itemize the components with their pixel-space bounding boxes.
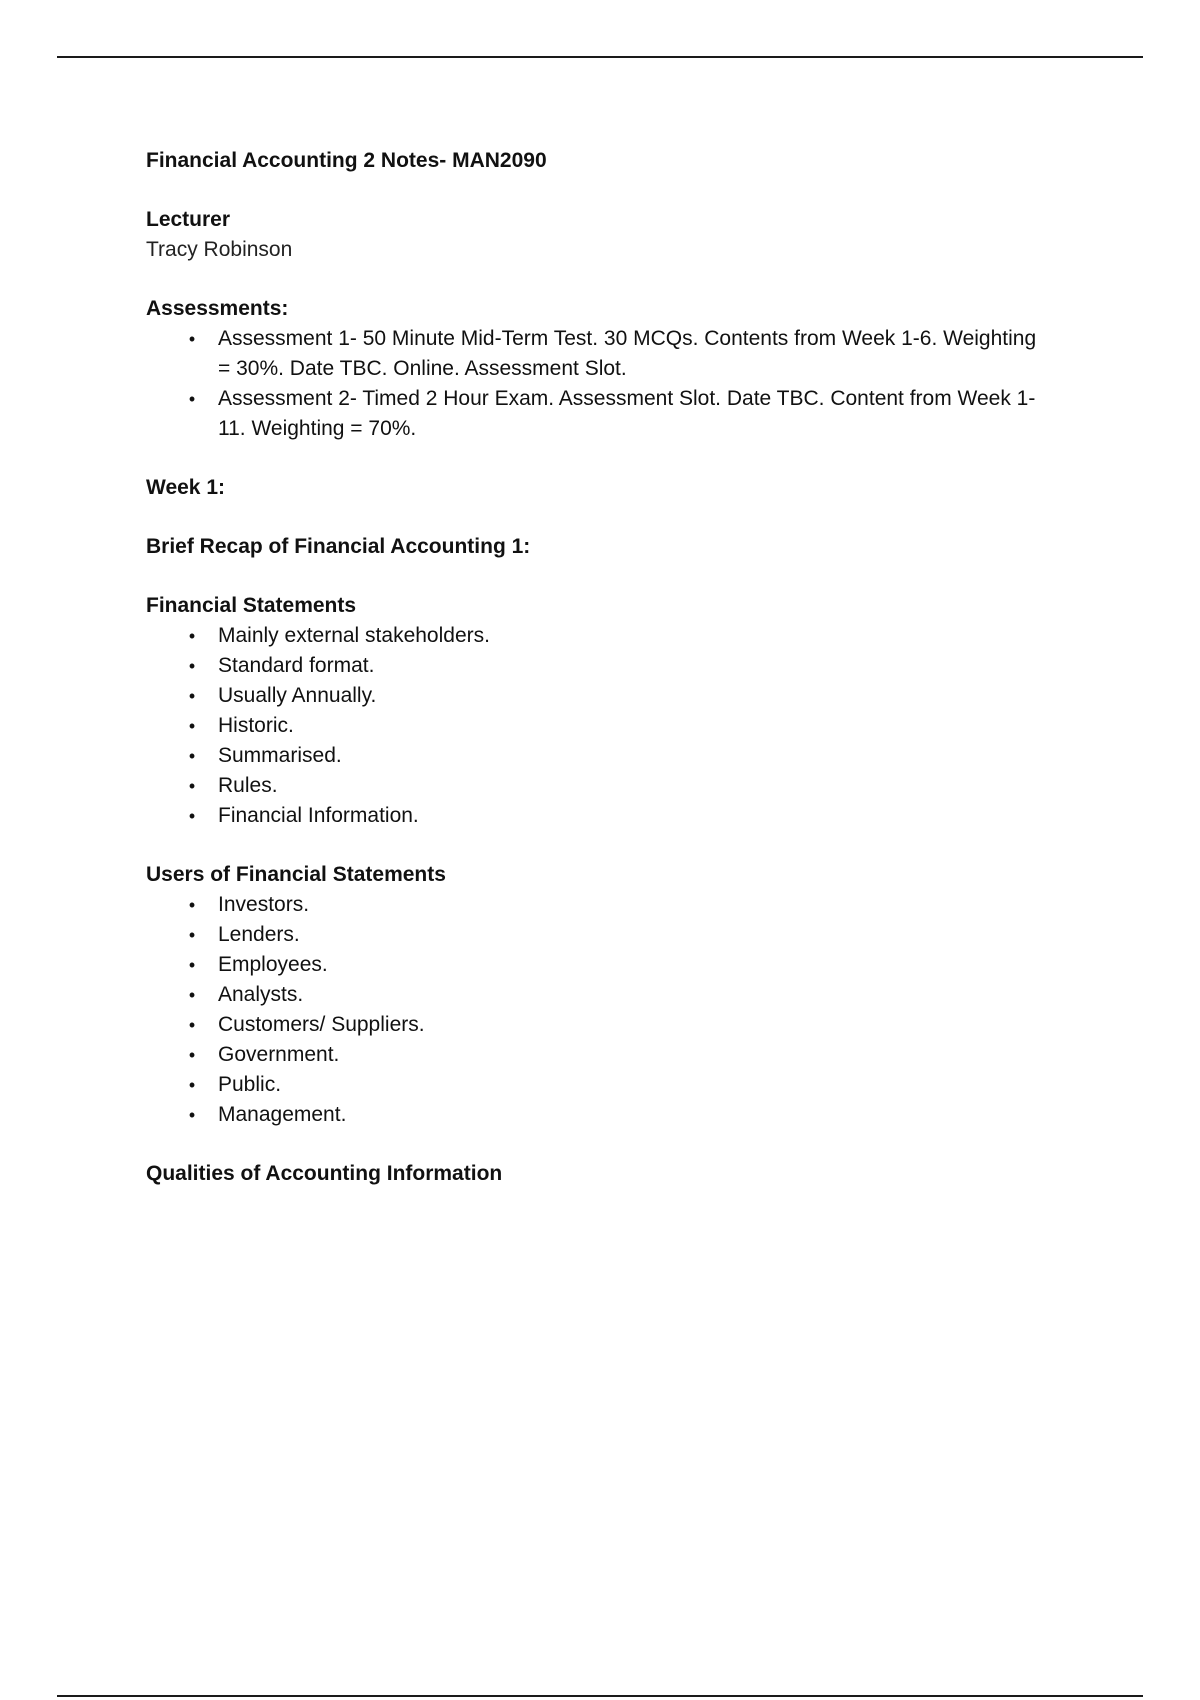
list-item: • Usually Annually. <box>146 681 1046 711</box>
bullet-icon: • <box>188 1105 196 1125</box>
bullet-icon: • <box>188 1015 196 1035</box>
bullet-icon: • <box>188 716 196 736</box>
bullet-icon: • <box>188 389 196 409</box>
bullet-icon: • <box>188 985 196 1005</box>
list-item: • Analysts. <box>146 980 1046 1010</box>
users-list <box>146 890 1046 1130</box>
document-body <box>146 146 1046 1189</box>
page-bottom-rule <box>57 1695 1143 1697</box>
financial-statements-list <box>146 621 1046 831</box>
list-item: • Management. <box>146 1100 1046 1130</box>
list-item: • Mainly external stakeholders. <box>146 621 1046 651</box>
list-item: • Rules. <box>146 771 1046 801</box>
list-item: • Standard format. <box>146 651 1046 681</box>
week-heading: Week 1: <box>146 476 225 499</box>
lecturer-heading: Lecturer <box>146 208 231 231</box>
list-item: • Lenders. <box>146 920 1046 950</box>
list-item: • Historic. <box>146 711 1046 741</box>
users-heading: Users of Financial Statements <box>146 863 446 886</box>
bullet-icon: • <box>188 1075 196 1095</box>
bullet-icon: • <box>188 626 196 646</box>
list-item: • Investors. <box>146 890 1046 920</box>
financial-statements-heading: Financial Statements <box>146 594 357 617</box>
list-item: • Employees. <box>146 950 1046 980</box>
list-item: • Financial Information. <box>146 801 1046 831</box>
bullet-icon: • <box>188 895 196 915</box>
bullet-icon: • <box>188 1045 196 1065</box>
page-top-rule <box>57 56 1143 58</box>
bullet-icon: • <box>188 686 196 706</box>
list-item: • Customers/ Suppliers. <box>146 1010 1046 1040</box>
bullet-icon: • <box>188 746 196 766</box>
list-item: • Government. <box>146 1040 1046 1070</box>
qualities-heading: Qualities of Accounting Information <box>146 1162 503 1185</box>
assessments-heading: Assessments: <box>146 297 289 320</box>
lecturer-name: Tracy Robinson <box>146 238 293 261</box>
bullet-icon: • <box>188 776 196 796</box>
bullet-icon: • <box>188 656 196 676</box>
list-item: • Assessment 1- 50 Minute Mid-Term Test. 30 MCQs. Contents from Week 1-6. Weighting = 30%. Date TBC. Online. Assessment Slot. <box>146 324 1046 384</box>
list-item: • Assessment 2- Timed 2 Hour Exam. Assessment Slot. Date TBC. Content from Week 1-11. Weighting = 70%. <box>146 384 1046 444</box>
recap-heading: Brief Recap of Financial Accounting 1: <box>146 535 531 558</box>
bullet-icon: • <box>188 329 196 349</box>
list-item: • Public. <box>146 1070 1046 1100</box>
document-title: Financial Accounting 2 Notes- MAN2090 <box>146 149 547 172</box>
bullet-icon: • <box>188 955 196 975</box>
bullet-icon: • <box>188 925 196 945</box>
bullet-icon: • <box>188 806 196 826</box>
list-item: • Summarised. <box>146 741 1046 771</box>
assessments-list <box>146 324 1046 444</box>
